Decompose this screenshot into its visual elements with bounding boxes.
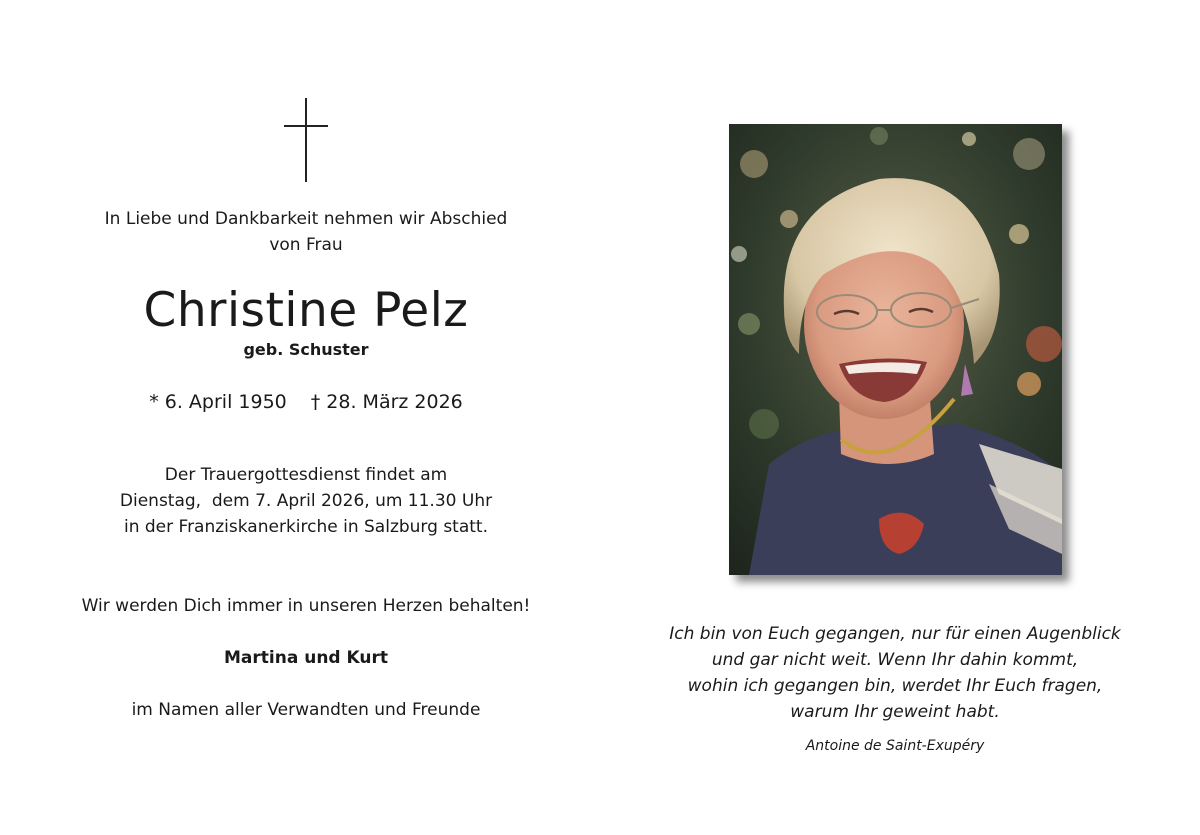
service-line-1: Der Trauergottesdienst findet am (164, 465, 448, 485)
quote-author: Antoine de Saint-Exupéry (805, 738, 985, 754)
life-dates (0, 389, 612, 415)
quote-line-3: wohin ich gegangen bin, werdet Ihr Euch fragen, (687, 676, 1103, 696)
portrait-photo (729, 124, 1062, 575)
deceased-name: Christine Pelz (143, 283, 469, 338)
quote-line-1: Ich bin von Euch gegangen, nur für einen Augenblick (669, 624, 1121, 644)
cross-icon (284, 98, 328, 182)
signers: Martina und Kurt (224, 648, 388, 668)
maiden-name: geb. Schuster (243, 340, 369, 359)
memorial-quote (640, 621, 1150, 725)
birth-date: * 6. April 1950 (149, 391, 287, 413)
service-line-2: Dienstag, dem 7. April 2026, um 11.30 Uhr (119, 491, 493, 511)
death-date: † 28. März 2026 (310, 391, 463, 413)
intro-line-1: In Liebe und Dankbarkeit nehmen wir Abschied (104, 209, 508, 229)
intro-line-2: von Frau (269, 235, 343, 255)
relatives-line: im Namen aller Verwandten und Freunde (131, 700, 481, 720)
quote-line-2: und gar nicht weit. Wenn Ihr dahin kommt, (711, 650, 1079, 670)
service-info (0, 462, 612, 540)
service-line-3: in der Franziskanerkirche in Salzburg statt. (123, 517, 488, 537)
closing-line: Wir werden Dich immer in unseren Herzen behalten! (81, 596, 531, 616)
quote-line-4: warum Ihr geweint habt. (790, 702, 1000, 722)
intro-text (0, 206, 612, 258)
